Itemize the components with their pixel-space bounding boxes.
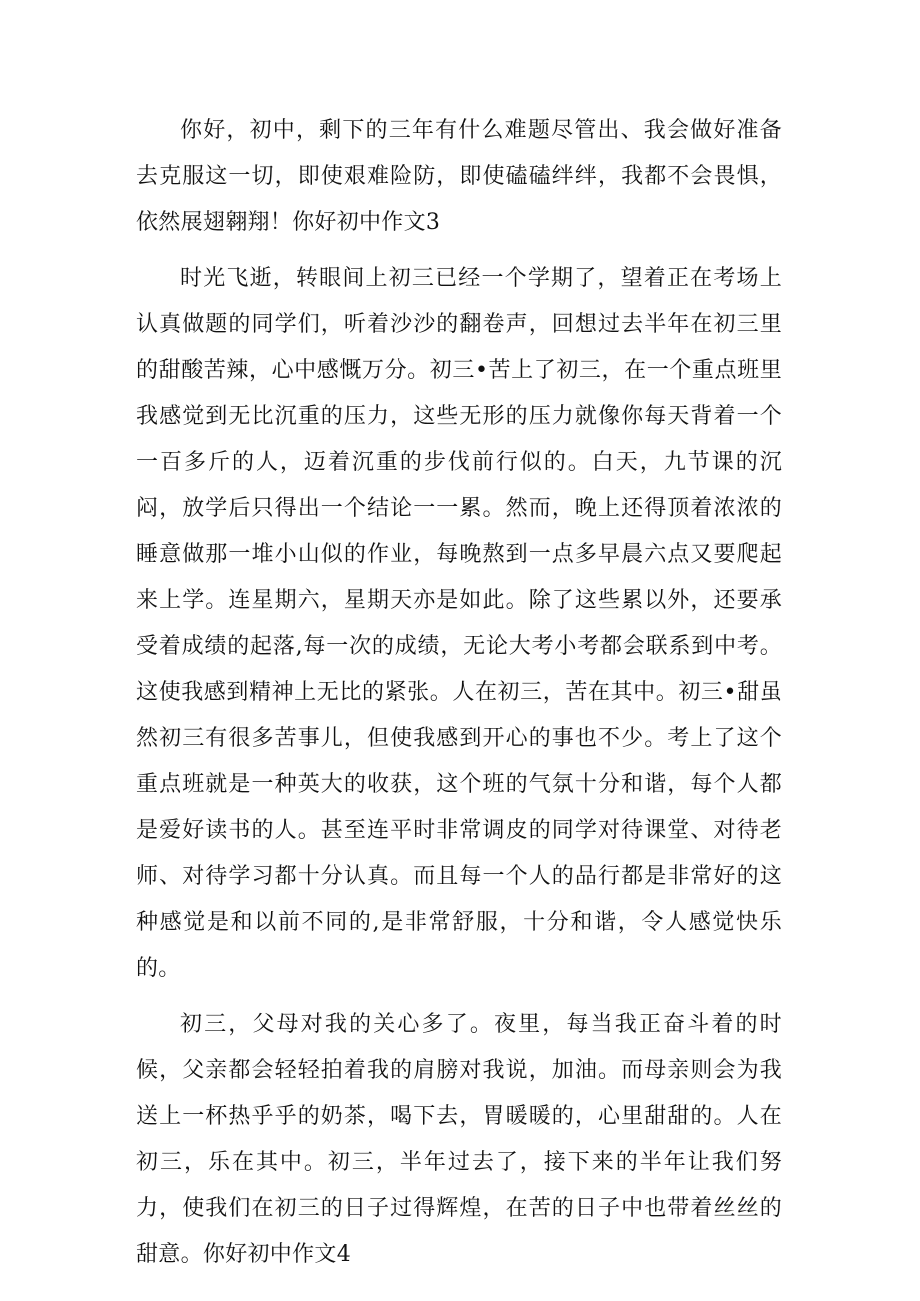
document-page	[136, 108, 782, 1278]
paragraph-2: 时光飞逝，转眼间上初三已经一个学期了，望着正在考场上认真做题的同学们，听着沙沙的翻卷声，回想过去半年在初三里的甜酸苦辣，心中感慨万分。初三•苦上了初三，在一个重点班里我感觉到无比沉重的压力，这些无形的压力就像你每天背着一个一百多斤的人，迈着沉重的步伐前行似的。白天，九节课的沉闷，放学后只得出一个结论一一累。然而，晚上还得顶着浓浓的睡意做那一堆小山似的作业，每晚熬到一点多早晨六点又要爬起来上学。连星期六，星期天亦是如此。除了这些累以外，还要承受着成绩的起落,每一次的成绩，无论大考小考都会联系到中考。这使我感到精神上无比的紧张。人在初三，苦在其中。初三•甜虽然初三有很多苦事儿，但使我感到开心的事也不少。考上了这个重点班就是一种英大的收获，这个班的气氛十分和谐，每个人都是爱好读书的人。甚至连平时非常调皮的同学对待课堂、对待老师、对待学习都十分认真。而且每一个人的品行都是非常好的这种感觉是和以前不同的,是非常舒服，十分和谐，令人感觉快乐的。	[136, 266, 782, 981]
paragraph-3: 初三，父母对我的关心多了。夜里，每当我正奋斗着的时候，父亲都会轻轻拍着我的肩膀对我说，加油。而母亲则会为我送上一杯热乎乎的奶茶，喝下去，胃暖暖的，心里甜甜的。人在初三，乐在其中。初三，半年过去了，接下来的半年让我们努力，使我们在初三的日子过得辉煌，在苦的日子中也带着丝丝的甜意。你好初中作文4	[136, 1012, 782, 1267]
paragraph-1: 你好，初中，剩下的三年有什么难题尽管出、我会做好准备去克服这一切，即使艰难险防，即使磕磕绊绊，我都不会畏惧，依然展翅翱翔！你好初中作文3	[136, 118, 782, 235]
